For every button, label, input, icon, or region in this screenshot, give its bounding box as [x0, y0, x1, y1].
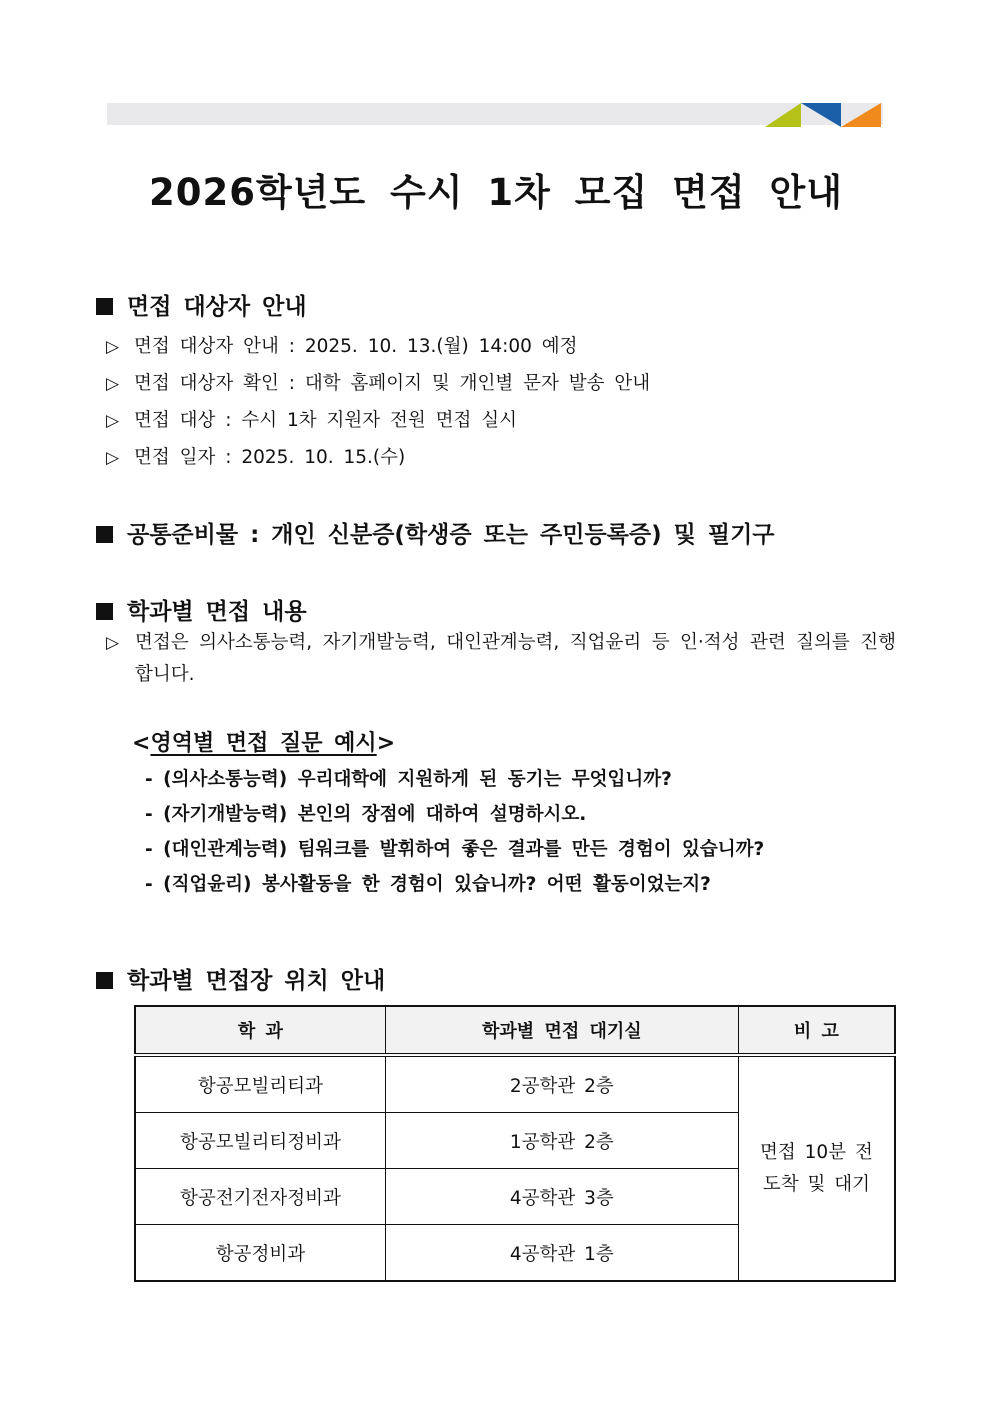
section-heading-text: 학과별 면접장 위치 안내	[127, 968, 386, 994]
table-row	[135, 1055, 895, 1113]
section-heading-common-supplies	[96, 516, 775, 549]
example-questions-title	[132, 726, 395, 757]
list-item-text: 면접 일자 : 2025. 10. 15.(수)	[134, 447, 406, 468]
cell-department: 항공모빌리티정비과	[135, 1113, 385, 1169]
section-heading-interview-location	[96, 962, 385, 995]
paragraph-text: 면접은 의사소통능력, 자기개발능력, 대인관계능력, 직업윤리 등 인·적성 관련 질의를 진행합니다.	[135, 632, 896, 685]
remarks-line-2: 도착 및 대기	[762, 1173, 870, 1195]
list-item	[106, 406, 517, 432]
question-item: - (의사소통능력) 우리대학에 지원하게 된 동기는 무엇입니까?	[145, 769, 672, 790]
question-item: - (대인관계능력) 팀워크를 발휘하여 좋은 결과를 만든 경험이 있습니까?	[145, 839, 765, 860]
section-heading-text: 학과별 면접 내용	[127, 599, 307, 625]
header-bar	[107, 103, 883, 125]
header-waiting-room: 학과별 면접 대기실	[385, 1006, 738, 1055]
section-heading-interview-target	[96, 288, 307, 321]
triangle-bullet-icon: ▷	[106, 448, 120, 468]
triangle-bullet-icon: ▷	[106, 337, 120, 357]
list-item	[106, 443, 405, 469]
bracket-open: <	[132, 731, 151, 756]
square-bullet-icon	[96, 972, 113, 989]
cell-room: 4공학관 1층	[385, 1225, 738, 1282]
header-department: 학 과	[135, 1006, 385, 1055]
content-paragraph	[106, 627, 896, 691]
square-bullet-icon	[96, 603, 113, 620]
question-item: - (자기개발능력) 본인의 장점에 대하여 설명하시오.	[145, 804, 587, 825]
list-item-text: 면접 대상 : 수시 1차 지원자 전원 면접 실시	[134, 410, 517, 431]
question-item: - (직업윤리) 봉사활동을 한 경험이 있습니까? 어떤 활동이었는지?	[145, 874, 711, 895]
table-header-row	[135, 1006, 895, 1055]
section-heading-text: 면접 대상자 안내	[127, 294, 307, 320]
triangle-bullet-icon: ▷	[106, 411, 120, 431]
list-item-text: 면접 대상자 확인 : 대학 홈페이지 및 개인별 문자 발송 안내	[134, 373, 651, 394]
location-table	[134, 1005, 896, 1282]
square-bullet-icon	[96, 526, 113, 543]
cell-department: 항공모빌리티과	[135, 1055, 385, 1113]
page-title: 2026학년도 수시 1차 모집 면접 안내	[148, 171, 844, 214]
header-remarks: 비 고	[738, 1006, 895, 1055]
list-item	[106, 332, 578, 358]
bracket-close: >	[376, 731, 396, 756]
remarks-line-1: 면접 10분 전	[760, 1141, 873, 1163]
cell-room: 4공학관 3층	[385, 1169, 738, 1225]
cell-department: 항공전기전자정비과	[135, 1169, 385, 1225]
triangle-bullet-icon: ▷	[106, 374, 120, 394]
list-item	[106, 369, 650, 395]
list-item-text: 면접 대상자 안내 : 2025. 10. 13.(월) 14:00 예정	[134, 336, 578, 357]
square-bullet-icon	[96, 298, 113, 315]
section-heading-interview-content	[96, 593, 307, 626]
cell-remarks	[738, 1055, 895, 1281]
example-title-text: 영역별 면접 질문 예시	[150, 731, 377, 756]
triangle-bullet-icon: ▷	[106, 633, 120, 653]
cell-department: 항공정비과	[135, 1225, 385, 1282]
section-heading-text: 공통준비물 : 개인 신분증(학생증 또는 주민등록증) 및 필기구	[127, 522, 775, 548]
corner-logo-graphic	[763, 103, 883, 129]
cell-room: 1공학관 2층	[385, 1113, 738, 1169]
cell-room: 2공학관 2층	[385, 1055, 738, 1113]
